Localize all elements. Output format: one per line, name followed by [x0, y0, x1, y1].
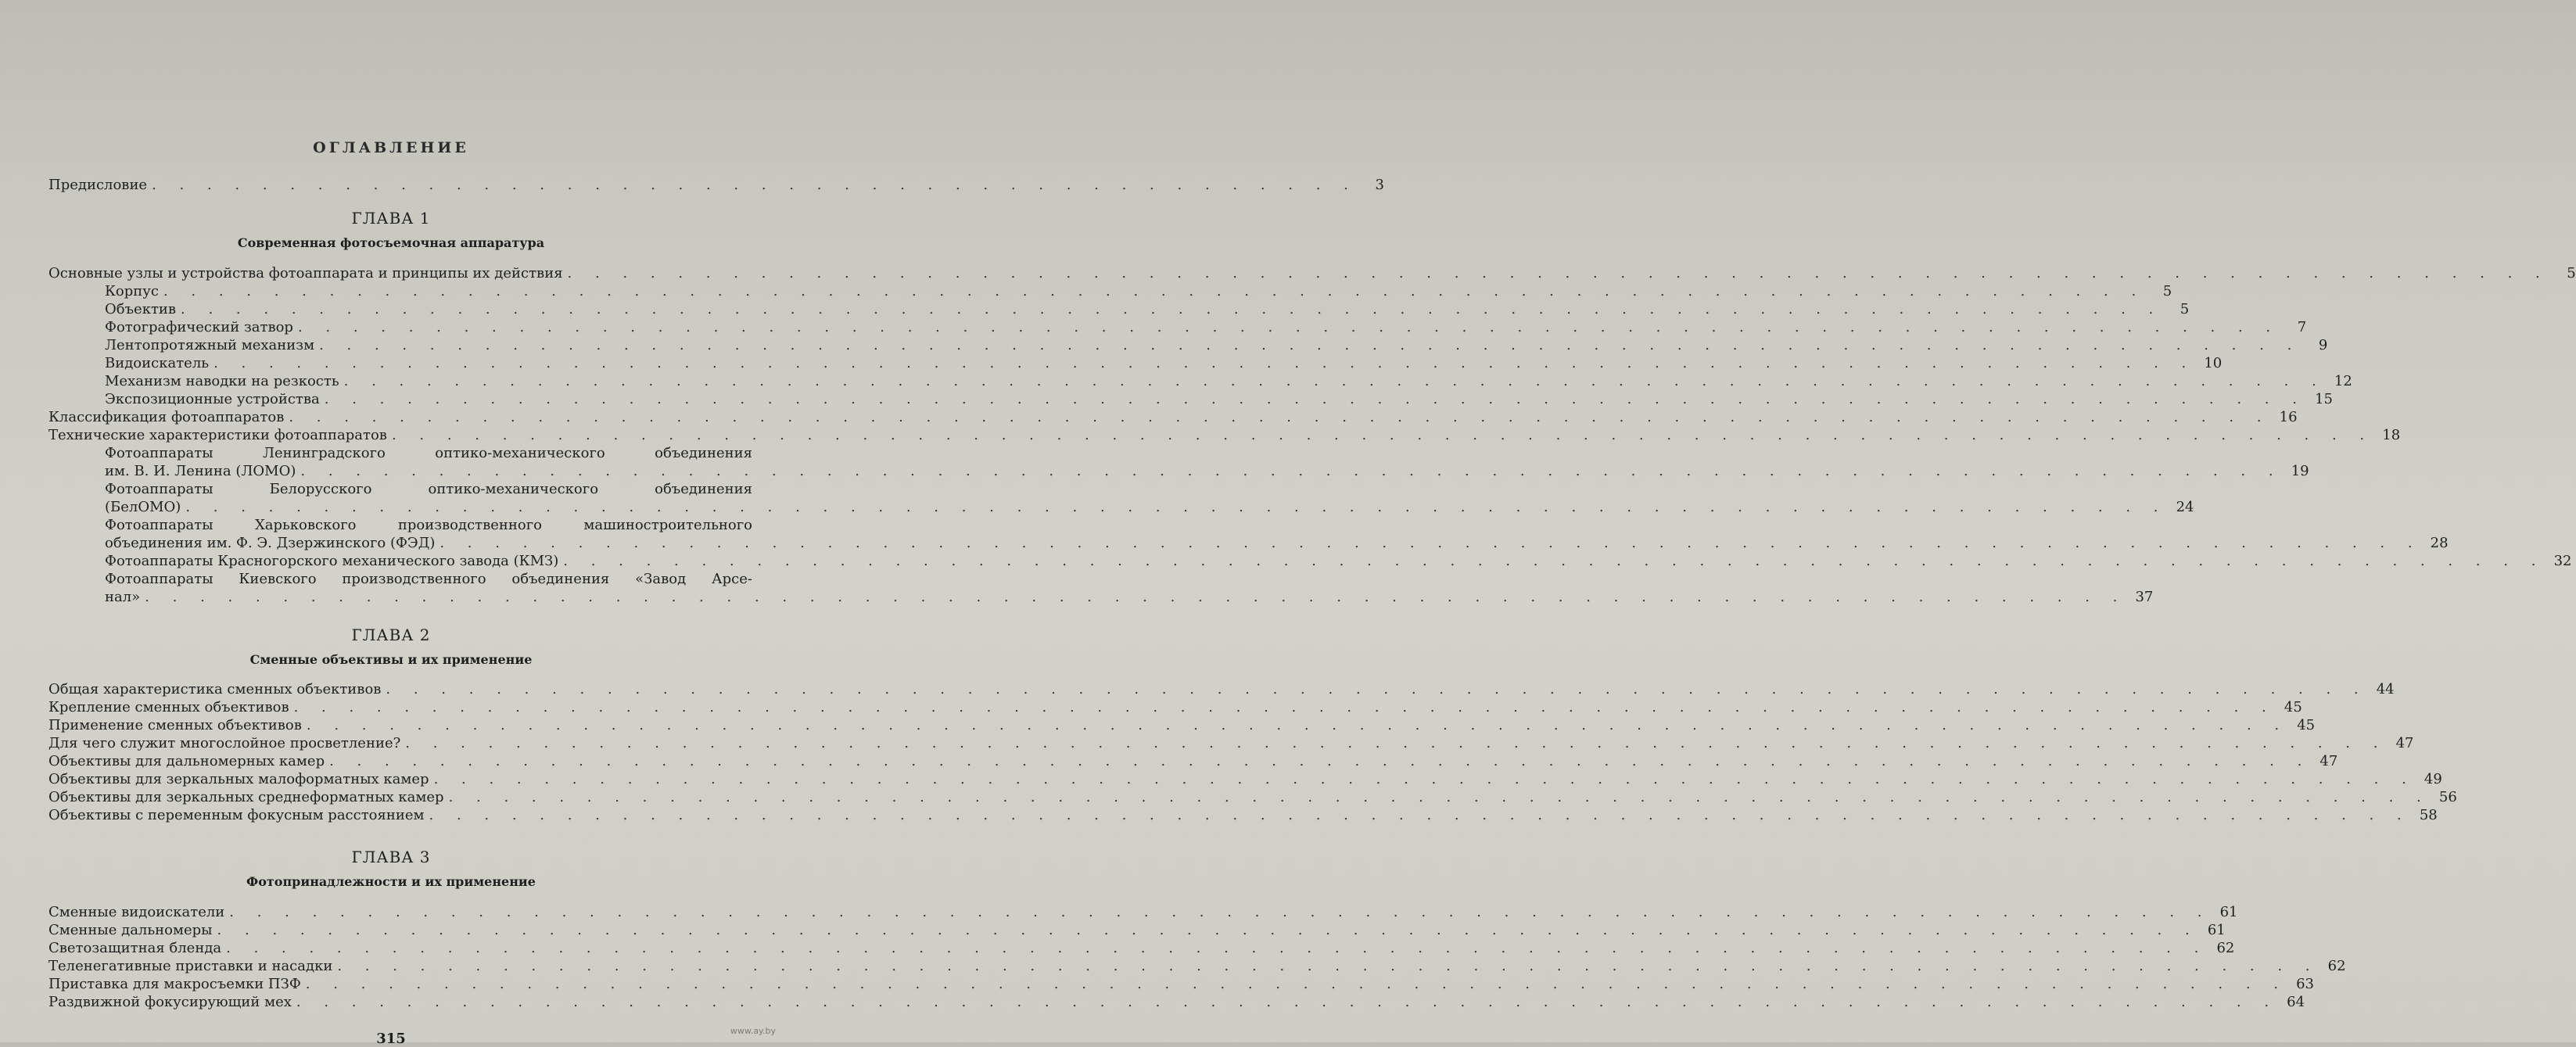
leader-dots: . . . . . . . . . . . . . . . . . . . . . . . . . . . . . . . . . . . . . . . . . . . . . . . . . . . . . . . . . . . . . . . . . . . . . . . . [429, 807, 2411, 823]
entry-page: 37 [2135, 589, 2154, 605]
toc-entry-wrapped [48, 570, 2154, 606]
entry-page: 45 [2284, 699, 2302, 715]
toc-entry [48, 372, 2352, 390]
leader-dots: . . . . . . . . . . . . . . . . . . . . . . . . . . . . . . . . . . . . . . . . . . . . . . . . . . . . . . . . . . . . . . . . . . . . . . . . [293, 699, 2276, 715]
entry-label: Лентопротяжный механизм [105, 337, 315, 353]
leader-dots: . . . . . . . . . . . . . . . . . . . . . . . . . . . . . . . . . . . . . . . . . . . . . . . . . . . . . . . . . . . . . . . . . . . . . . . . [329, 753, 2312, 769]
entry-page: 56 [2438, 789, 2457, 805]
toc-entry [48, 752, 2338, 770]
leader-dots: . . . . . . . . . . . . . . . . . . . . . . . . . . . . . . . . . . . . . . . . . . . . . . . . . . . . . . . . . . . . . . . . . . . . . . . . [343, 373, 2326, 389]
entry-label: Экспозиционные устройства [105, 391, 320, 407]
entry-label: Классификация фотоаппаратов [48, 409, 285, 425]
toc-entry-wrapped [48, 444, 2309, 480]
entry-page: 62 [2216, 940, 2235, 956]
entry-page: 19 [2291, 463, 2309, 479]
entry-label: Сменные дальномеры [48, 922, 213, 938]
entry-label: Фотоаппараты Красногорского механического завода (КМЗ) [105, 553, 559, 569]
entry-page: 16 [2279, 409, 2298, 425]
toc-entry [48, 390, 2333, 408]
leader-dots: . . . . . . . . . . . . . . . . . . . . . . . . . . . . . . . . . . . . . . . . . . . . . . . . . . . . . . . . . . . . . . . . . . . . . . . . [296, 994, 2279, 1010]
toc-entry-wrapped [48, 480, 2194, 516]
toc-entry [48, 903, 2238, 921]
chapter-3-list [48, 903, 2346, 1011]
leader-dots: . . . . . . . . . . . . . . . . . . . . . . . . . . . . . . . . . . . . . . . . . . . . . . . . . . . . . . . . . . . . . . . . . . . . . . . . [306, 717, 2289, 733]
leader-dots: . . . . . . . . . . . . . . . . . . . . . . . . . . . . . . . . . . . . . . . . . . . . . . . . . . . . . . . . . . . . . . . . . . . . . . . . [391, 427, 2374, 443]
entry-page: 49 [2424, 771, 2442, 787]
leader-dots: . . . . . . . . . . . . . . . . . . . . . . . . . . . . . . . . . . . . . . . . . . . . . . . . . . . . . . . . . . . . . . . . . . . . . . . . [337, 958, 2319, 974]
entry-label: Технические характеристики фотоаппаратов [48, 427, 387, 443]
toc-entry [48, 939, 2235, 957]
toc-entry [48, 426, 2401, 444]
entry-label: Видоискатель [105, 355, 210, 371]
chapter-label: ГЛАВА 2 [351, 626, 431, 644]
entry-label-line2: объединения им. Ф. Э. Дзержинского (ФЭД) [105, 535, 436, 551]
entry-page: 47 [2319, 753, 2338, 769]
entry-page: 61 [2207, 922, 2226, 938]
toc-entry [48, 788, 2457, 806]
leader-dots: . . . . . . . . . . . . . . . . . . . . . . . . . . . . . . . . . . . . . . . . . . . . [152, 177, 1358, 193]
entry-label-line1: Фотоаппараты Ленинградского оптико-механического объединения [105, 445, 752, 461]
entry-label: Объективы для зеркальных среднеформатных камер [48, 789, 444, 805]
entry-page: 45 [2297, 717, 2316, 733]
toc-entry [48, 770, 2442, 788]
entry-page: 32 [2553, 553, 2572, 569]
chapter-subtitle: Сменные объективы и их применение [249, 652, 533, 667]
preface-list [48, 176, 1384, 194]
entry-label: Фотографический затвор [105, 319, 293, 335]
entry-label: Для чего служит многослойное просветление? [48, 735, 401, 751]
leader-dots: . . . . . . . . . . . . . . . . . . . . . . . . . . . . . . . . . . . . . . . . . . . . . . . . . . . . . . . . . . . . . . . . . . . . . . . . [433, 771, 2416, 787]
entry-label: Объективы для зеркальных малоформатных камер [48, 771, 429, 787]
watermark: www.ay.by [730, 1026, 776, 1036]
leader-dots: . . . . . . . . . . . . . . . . . . . . . . . . . . . . . . . . . . . . . . . . . . . . . . . . . . . . . . . . . . . . . . . . . . . . . . . . [217, 922, 2199, 938]
entry-label: Общая характеристика сменных объективов [48, 681, 382, 697]
entry-page: 3 [1375, 177, 1384, 193]
entry-label: Теленегативные приставки и насадки [48, 958, 333, 974]
toc-entry [48, 300, 2190, 318]
page-title: ОГЛАВЛЕНИЕ [313, 139, 469, 156]
leader-dots: . . . . . . . . . . . . . . . . . . . . . . . . . . . . . . . . . . . . . . . . . . . . . . . . . . . . . . . . . . . . . . . . . . . . . . . . [289, 409, 2271, 425]
entry-page: 5 [2180, 301, 2190, 317]
entry-label-line2: (БелОМО) [105, 499, 181, 515]
entry-page: 9 [2318, 337, 2328, 353]
toc-entry [48, 552, 2572, 570]
leader-dots: . . . . . . . . . . . . . . . . . . . . . . . . . . . . . . . . . . . . . . . . . . . . . . . . . . . . . . . . . . . . . . . . . . . . . . . . [181, 301, 2163, 317]
chapter-heading-2 [0, 626, 782, 667]
leader-dots: . . . . . . . . . . . . . . . . . . . . . . . . . . . . . . . . . . . . . . . . . . . . . . . . . . . . . . . . . . . . . . . . . . . . . . . . [229, 904, 2212, 920]
entry-page: 28 [2430, 535, 2449, 551]
entry-label-line2: нал» [105, 589, 141, 605]
toc-entry [48, 698, 2302, 716]
toc-entry [48, 264, 2576, 282]
entry-label: Раздвижной фокусирующий мех [48, 994, 292, 1010]
toc-entry [48, 957, 2346, 975]
leader-dots: . . . . . . . . . . . . . . . . . . . . . . . . . . . . . . . . . . . . . . . . . . . . . . . . . . . . . . . . . . . . . . . . . . . . . . . . [305, 976, 2287, 992]
entry-label: Объектив [105, 301, 177, 317]
entry-page: 12 [2334, 373, 2352, 389]
entry-label: Приставка для макросъемки ПЗФ [48, 976, 301, 992]
entry-page: 61 [2219, 904, 2238, 920]
page-number: 315 [376, 1031, 406, 1047]
leader-dots: . . . . . . . . . . . . . . . . . . . . . . . . . . . . . . . . . . . . . . . . . . . . . . . . . . . . . . . . . . . . . . . . . . . . . . . . [213, 355, 2196, 371]
leader-dots: . . . . . . . . . . . . . . . . . . . . . . . . . . . . . . . . . . . . . . . . . . . . . . . . . . . . . . . . . . . . . . . . . . . . . . . . [300, 463, 2283, 479]
entry-label: Объективы для дальномерных камер [48, 753, 325, 769]
toc-entry [48, 336, 2328, 354]
entry-page: 18 [2382, 427, 2401, 443]
toc-entry [48, 806, 2438, 824]
leader-dots: . . . . . . . . . . . . . . . . . . . . . . . . . . . . . . . . . . . . . . . . . . . . . . . . . . . . . . . . . . . . . . . . . . . . . . . . [324, 391, 2306, 407]
entry-page: 24 [2176, 499, 2194, 515]
chapter-heading-3 [0, 848, 782, 889]
entry-page: 15 [2315, 391, 2333, 407]
entry-label: Крепление сменных объективов [48, 699, 289, 715]
leader-dots: . . . . . . . . . . . . . . . . . . . . . . . . . . . . . . . . . . . . . . . . . . . . . . . . . . . . . . . . . . . . . . . . . . . . . . . . [163, 283, 2146, 299]
entry-page: 7 [2297, 319, 2307, 335]
chapter-label: ГЛАВА 1 [351, 209, 431, 228]
chapter-subtitle: Фотопринадлежности и их применение [246, 874, 536, 889]
toc-entry [48, 975, 2314, 993]
toc-entry [48, 318, 2307, 336]
entry-page: 47 [2395, 735, 2414, 751]
leader-dots: . . . . . . . . . . . . . . . . . . . . . . . . . . . . . . . . . . . . . . . . . . . . . . . . . . . . . . . . . . . . . . . . . . . . . . . . [297, 319, 2280, 335]
entry-label: Основные узлы и устройства фотоаппарата и принципы их действия [48, 265, 563, 281]
toc-entry [48, 993, 2305, 1011]
toc-entry [48, 921, 2226, 939]
entry-label-line1: Фотоаппараты Белорусского оптико-механического объединения [105, 481, 752, 497]
entry-label: Корпус [105, 283, 159, 299]
leader-dots: . . . . . . . . . . . . . . . . . . . . . . . . . . . . . . . . . . . . . . . . . . . . . . . . . . . . . . . . . . . . . . . . . . . . . . . . [319, 337, 2302, 353]
entry-page: 64 [2287, 994, 2305, 1010]
toc-entry-wrapped [48, 516, 2449, 552]
entry-page: 63 [2296, 976, 2314, 992]
entry-label: Механизм наводки на резкость [105, 373, 339, 389]
entry-page: 5 [2162, 283, 2172, 299]
toc-entry [48, 408, 2298, 426]
entry-label: Применение сменных объективов [48, 717, 302, 733]
chapter-2-list [48, 680, 2457, 824]
entry-label: Предисловие [48, 177, 148, 193]
entry-page: 44 [2376, 681, 2395, 697]
leader-dots: . . . . . . . . . . . . . . . . . . . . . . . . . . . . . . . . . . . . . . . . . . . . . . . . . . . . . . . . . . . . . . . . . . . . . . . . [386, 681, 2368, 697]
entry-page: 62 [2327, 958, 2346, 974]
leader-dots: . . . . . . . . . . . . . . . . . . . . . . . . . . . . . . . . . . . . . . . . . . . . . . . . . . . . . . . . . . . . . . . . . . . . . . . . [185, 499, 2168, 515]
chapter-1-list [48, 264, 2576, 606]
entry-label: Сменные видоискатели [48, 904, 225, 920]
entry-label: Объективы с переменным фокусным расстоянием [48, 807, 425, 823]
leader-dots: . . . . . . . . . . . . . . . . . . . . . . . . . . . . . . . . . . . . . . . . . . . . . . . . . . . . . . . . . . . . . . . . . . . . . . . . [405, 735, 2388, 751]
entry-page: 58 [2419, 807, 2438, 823]
entry-page: 5 [2567, 265, 2576, 281]
entry-label-line2: им. В. И. Ленина (ЛОМО) [105, 463, 296, 479]
toc-entry [48, 680, 2395, 698]
leader-dots: . . . . . . . . . . . . . . . . . . . . . . . . . . . . . . . . . . . . . . . . . . . . . . . . . . . . . . . . . . . . . . . . . . . . . . . . [567, 265, 2549, 281]
toc-entry-preface [48, 176, 1384, 194]
chapter-subtitle: Современная фотосъемочная аппаратура [237, 235, 545, 250]
leader-dots: . . . . . . . . . . . . . . . . . . . . . . . . . . . . . . . . . . . . . . . . . . . . . . . . . . . . . . . . . . . . . . . . . . . . . . . . [145, 589, 2127, 605]
leader-dots: . . . . . . . . . . . . . . . . . . . . . . . . . . . . . . . . . . . . . . . . . . . . . . . . . . . . . . . . . . . . . . . . . . . . . . . . [563, 553, 2546, 569]
chapter-heading-1 [0, 209, 782, 250]
toc-entry [48, 282, 2172, 300]
entry-label-line1: Фотоаппараты Киевского производственного объединения «Завод Арсе- [105, 571, 752, 587]
entry-label-line1: Фотоаппараты Харьковского производственного машиностроительного [105, 517, 752, 533]
chapter-label: ГЛАВА 3 [351, 848, 431, 866]
toc-entry [48, 734, 2414, 752]
leader-dots: . . . . . . . . . . . . . . . . . . . . . . . . . . . . . . . . . . . . . . . . . . . . . . . . . . . . . . . . . . . . . . . . . . . . . . . . [448, 789, 2431, 805]
toc-entry [48, 354, 2223, 372]
leader-dots: . . . . . . . . . . . . . . . . . . . . . . . . . . . . . . . . . . . . . . . . . . . . . . . . . . . . . . . . . . . . . . . . . . . . . . . . [439, 535, 2422, 551]
entry-page: 10 [2204, 355, 2223, 371]
leader-dots: . . . . . . . . . . . . . . . . . . . . . . . . . . . . . . . . . . . . . . . . . . . . . . . . . . . . . . . . . . . . . . . . . . . . . . . . [226, 940, 2208, 956]
entry-label: Светозащитная бленда [48, 940, 222, 956]
toc-entry [48, 716, 2316, 734]
